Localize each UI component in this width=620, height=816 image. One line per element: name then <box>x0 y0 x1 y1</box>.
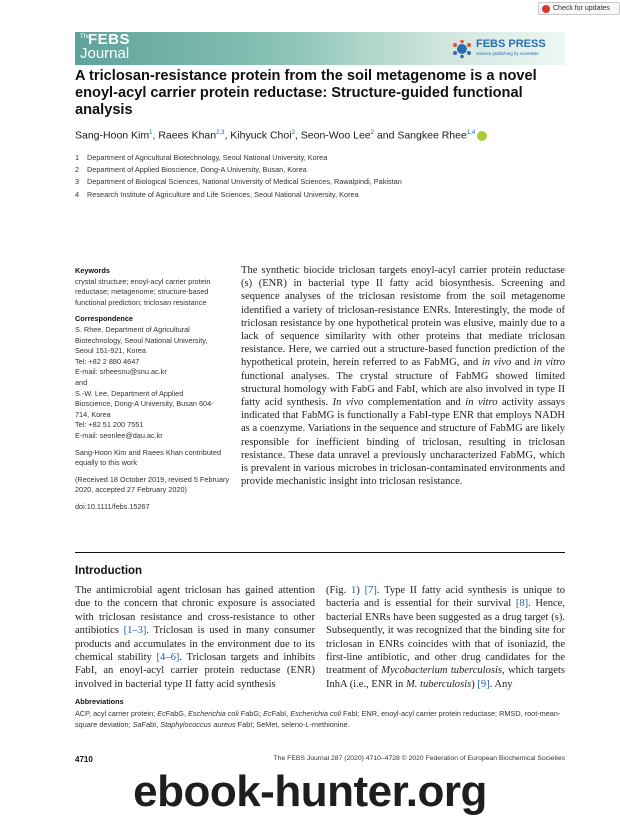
figure-link[interactable]: 1 <box>351 585 357 596</box>
citation-link[interactable]: [1–3] <box>123 625 147 637</box>
doi-link[interactable]: doi:10.1111/febs.15267 <box>75 501 150 511</box>
correspondence-line: S.-W. Lee, Department of Applied <box>75 388 184 398</box>
correspondence-line: S. Rhee, Department of Agricultural <box>75 324 190 334</box>
affiliation-item <box>75 164 565 176</box>
abstract-italic: In vivo <box>332 397 364 409</box>
page-number: 4710 <box>75 755 93 764</box>
citation-link[interactable]: [7] <box>364 585 377 596</box>
press-tagline: science publishing by scientists <box>476 51 539 56</box>
abbreviations-heading: Abbreviations <box>75 697 124 706</box>
author-name[interactable]: Raees Khan <box>158 129 217 142</box>
abbreviations-text <box>75 708 565 730</box>
abbr-italic: Ec <box>157 709 166 718</box>
article-title: A triclosan-resistance protein from the soil metagenome is a novel enoyl-acyl carrier protein reductase: Structure-guided functional analysis <box>75 68 537 118</box>
abbr-italic: Escherichia coli <box>290 709 341 718</box>
keywords-block <box>75 266 235 308</box>
correspondence-line: Seoul 151-921, Korea <box>75 346 146 356</box>
abstract <box>241 264 565 488</box>
abstract-text: activity assays indicated that FabMG is functionally a FabI-type ENR that employs NADH as a coenzyme. Variations in the sequence and structure of FabMG are likely responsible for inefficient binding of triclosan, resulting in triclosan resistance. These data unravel a previously uncharacterized FabMG, which is prevalent in various microbes in triclosan-contaminated environments and provide mechanistic insight into triclosan resistance. <box>241 397 565 488</box>
article-sidebar <box>75 266 235 518</box>
abstract-text: and <box>511 357 534 369</box>
affiliation-text: Department of Biological Sciences, National University of Medical Sciences, Rawalpindi, Pakistan <box>87 177 402 187</box>
keywords-heading: Keywords <box>75 266 110 275</box>
febs-press-logo-icon <box>452 39 472 59</box>
abbr-text: FabI, <box>271 709 291 718</box>
body-text: ) <box>471 678 478 690</box>
journal-citation-line: The FEBS Journal 287 (2020) 4710–4728 © 2020 Federation of European Biochemical Societies <box>273 755 565 762</box>
abstract-text: complementation and <box>363 397 466 409</box>
abstract-italic: in vitro <box>465 397 498 409</box>
affiliation-item <box>75 176 565 188</box>
journal-logo-febs: FEBS <box>88 31 131 48</box>
author-list <box>75 126 565 143</box>
correspondence-email[interactable]: E-mail: srheesnu@snu.ac.kr <box>75 367 167 377</box>
abbr-text: FabI; SeMet, seleno-L-methionine. <box>235 720 350 729</box>
affiliation-item <box>75 189 565 201</box>
body-text: . Triclosan targets and inhibits FabI, an enoyl-acyl carrier protein reductase (ENR) involved in bacterial type II fatty acid synthesis <box>75 652 315 690</box>
correspondence-line: Bioscience, Dong-A University, Busan 604- <box>75 399 214 409</box>
body-italic: M. tuberculosis <box>405 678 472 690</box>
author-name[interactable]: Kihyuck Choi <box>230 129 292 142</box>
affiliation-text: Research Institute of Agriculture and Life Sciences, Seoul National University, Korea <box>87 189 359 199</box>
abstract-italic: in vivo <box>481 357 512 369</box>
abbr-italic: Staphylococcus aureus <box>160 720 236 729</box>
correspondence-line: Biotechnology, Seoul National University, <box>75 335 208 345</box>
body-text: The antimicrobial agent triclosan has gained attention due to the concern that chronic exposure is associated with triclosan resistance and cross-resistance to other antibiotics <box>75 585 315 637</box>
affiliation-text: Department of Applied Bioscience, Dong-A University, Busan, Korea <box>87 165 307 175</box>
abbr-text: FabI; ENR, enoyl-acyl carrier protein reductase; RMSD, root-mean-square deviation; <box>75 709 561 729</box>
abbr-text: FabI, <box>141 720 161 729</box>
watermark-text: ebook-hunter.org <box>133 767 487 816</box>
check-for-updates-button[interactable] <box>538 2 620 15</box>
abstract-italic: in vitro <box>533 357 565 369</box>
body-text: (Fig. <box>326 585 351 596</box>
press-name: FEBS PRESS <box>476 38 546 50</box>
abbr-italic: Ec <box>263 709 272 718</box>
body-text: . Type II fatty acid synthesis is unique to bacteria and is essential for their survival <box>326 585 566 610</box>
abbr-text: FabG; <box>238 709 264 718</box>
correspondence-line: 714, Korea <box>75 409 111 419</box>
check-for-updates-label: Check for updates <box>553 5 610 12</box>
body-text: . Any <box>489 678 513 690</box>
citation-link[interactable]: [4–6] <box>156 652 180 664</box>
affiliation-text: Department of Agricultural Biotechnology, Seoul National University, Korea <box>87 153 328 162</box>
body-text: ) <box>356 585 365 596</box>
orcid-icon[interactable] <box>477 131 487 141</box>
abbr-italic: Escherichia coli <box>188 709 239 718</box>
update-icon <box>542 5 550 13</box>
contribution-note: Sang-Hoon Kim and Raees Khan contributed equally to this work <box>75 447 222 468</box>
journal-logo-the: The <box>80 34 91 40</box>
author-affil-ref[interactable]: 2,3 <box>216 130 225 136</box>
affiliation-number: 3 <box>75 177 80 187</box>
correspondence-line: Tel: +82 51 200 7551 <box>75 420 144 430</box>
author-name[interactable]: Sangkee Rhee <box>397 129 467 142</box>
author-affil-ref[interactable]: 1,4 <box>466 130 476 136</box>
abbr-text: ACP, acyl carrier protein; <box>75 709 158 718</box>
author-name[interactable]: Seon-Woo Lee <box>300 129 371 142</box>
abstract-text: The synthetic biocide triclosan targets enoyl-acyl carrier protein reductase (s) (ENR) in bacterial type II fatty acid biosynthesis. Screening and sequence analyses of the triclosan resistome from the soil metagenome identified a variety of triclosan-resistance ENRs. Interestingly, the mode of triclosan resistance by one hypothetical protein was elusive, mainly due to a lack of sequence similarity with other proteins that mediate triclosan resistance. Here, we carried out a structure-based function prediction of the hypothetical protein, herein referred to as FabMG, and <box>241 265 565 369</box>
author-separator: , <box>152 129 159 142</box>
abbr-text: FabG, <box>165 709 189 718</box>
journal-logo-name: Journal <box>80 45 130 62</box>
body-text: . Hence, bacterial ENRs have been suggested as a drug target (s). Subsequently, it was recognized that the binding site for triclosan in ENRs coincides with that of isoniazid, the first-line antibiotic, and other drug candidates for the treatment of <box>326 598 565 677</box>
author-name[interactable]: Sang-Hoon Kim <box>75 129 150 142</box>
introduction-column-right <box>326 584 565 691</box>
affiliation-number: 4 <box>75 189 80 199</box>
citation-link[interactable]: [8] <box>515 598 529 610</box>
body-text: . Triclosan is used in many consumer products and accumulates in the environment due to its chemical stability <box>75 625 316 664</box>
affiliation-item <box>75 152 565 164</box>
correspondence-heading: Correspondence <box>75 314 133 324</box>
introduction-column-left <box>75 584 315 691</box>
affiliation-number: 2 <box>75 165 80 175</box>
correspondence-line: Tel: +82 2 880 4647 <box>75 356 140 366</box>
correspondence-email[interactable]: E-mail: seonlee@dau.ac.kr <box>75 430 163 440</box>
author-affil-ref[interactable]: 2 <box>291 130 295 136</box>
received-dates: (Received 18 October 2019, revised 5 February 2020, accepted 27 February 2020) <box>75 474 230 495</box>
author-and: and <box>373 129 398 142</box>
author-affil-ref[interactable]: 2 <box>370 130 374 136</box>
body-italic: Mycobacterium tuberculosis <box>381 665 502 677</box>
affiliation-number: 1 <box>75 153 80 162</box>
correspondence-line: and <box>75 377 88 387</box>
abstract-text: functional analyses. The crystal structure of FabMG showed limited structural homology with FabG and FabI, which are also involved in type II fatty acid synthesis. <box>241 370 565 409</box>
correspondence-block <box>75 314 235 441</box>
section-divider <box>75 552 565 553</box>
keywords-text: crystal structure; enoyl-acyl carrier protein reductase; metagenome; structure-based functional prediction; triclosan resistance <box>75 276 211 307</box>
author-affil-ref[interactable]: 1 <box>149 130 153 136</box>
citation-link[interactable]: [9] <box>477 678 490 690</box>
author-separator: , <box>224 129 231 142</box>
body-text: , which targets InhA (i.e., ENR in <box>326 665 566 690</box>
introduction-heading: Introduction <box>75 565 143 577</box>
affiliation-list <box>75 152 565 201</box>
abbr-italic: Sa <box>132 720 142 729</box>
author-separator: , <box>294 129 301 142</box>
